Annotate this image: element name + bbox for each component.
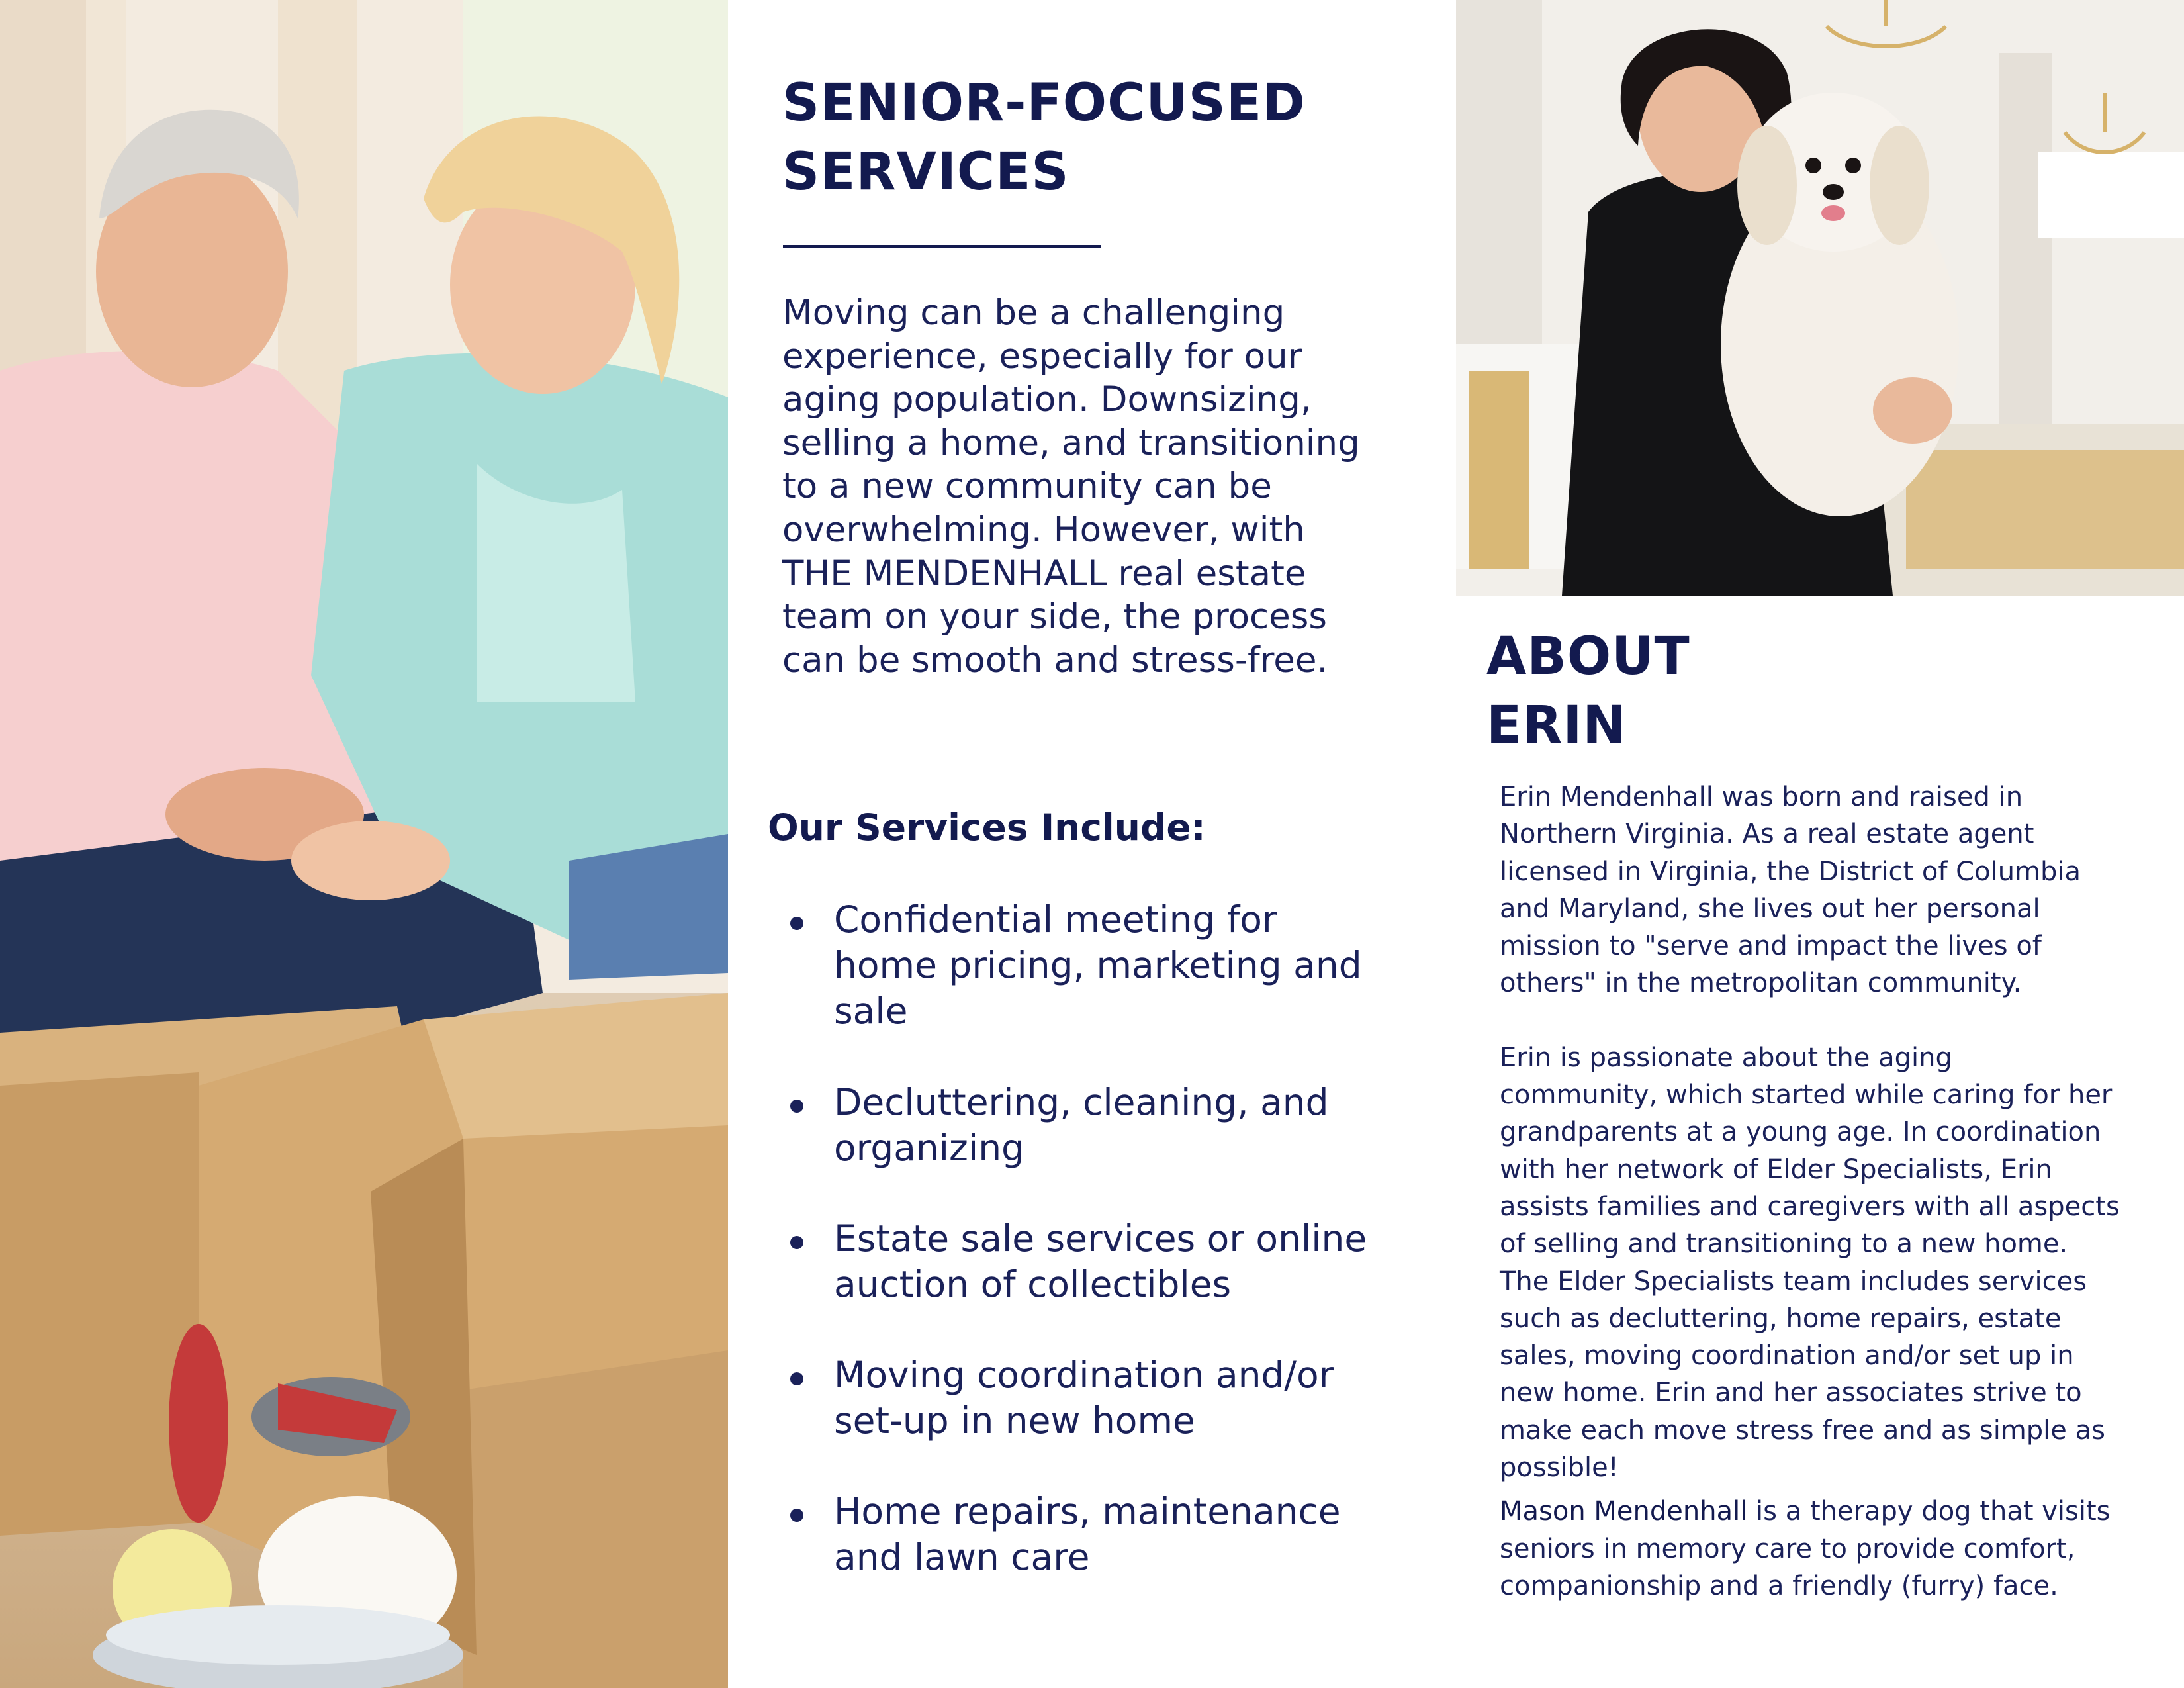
- passion-line: community, which started while caring for her: [1500, 1080, 2113, 1111]
- bullet-icon: [790, 1509, 803, 1522]
- passion-line: sales, moving coordination and/or set up in: [1500, 1340, 2074, 1372]
- service-item: [782, 1352, 1451, 1489]
- about-title-line2: ERIN: [1486, 696, 1627, 755]
- erin-with-dog-photo: [1456, 0, 2184, 596]
- erin-with-dog-illustration: [1456, 0, 2184, 596]
- about-paragraph-bio: [1500, 778, 2161, 1002]
- about-erin-body: [1500, 778, 2161, 1642]
- bullet-icon: [790, 917, 803, 930]
- service-line: set-up in new home: [834, 1399, 1195, 1442]
- service-line: Decluttering, cleaning, and: [834, 1081, 1329, 1123]
- bullet-icon: [790, 1372, 803, 1385]
- couple-moving-illustration: [0, 0, 728, 1688]
- senior-services-title-line1: SENIOR-FOCUSED: [782, 73, 1306, 133]
- service-item: [782, 897, 1451, 1080]
- about-paragraph-mason: [1500, 1493, 2161, 1605]
- intro-line: team on your side, the process: [782, 596, 1328, 637]
- service-line: sale: [834, 990, 908, 1032]
- service-line: organizing: [834, 1127, 1024, 1169]
- bio-line: mission to "serve and impact the lives of: [1500, 931, 2042, 962]
- intro-line: selling a home, and transitioning: [782, 422, 1360, 463]
- senior-services-intro: [782, 291, 1444, 682]
- service-line: Moving coordination and/or: [834, 1354, 1334, 1396]
- service-line: Home repairs, maintenance: [834, 1490, 1341, 1532]
- intro-line: THE MENDENHALL real estate: [782, 553, 1306, 594]
- passion-line: assists families and caregivers with all aspects: [1500, 1191, 2120, 1222]
- intro-line: overwhelming. However, with: [782, 509, 1305, 550]
- service-item: [782, 1216, 1451, 1352]
- mason-line: seniors in memory care to provide comfort,: [1500, 1533, 2075, 1564]
- intro-line: aging population. Downsizing,: [782, 379, 1312, 420]
- mason-line: is a therapy dog that visits: [1747, 1496, 2111, 1527]
- intro-line: Moving can be a challenging: [782, 293, 1285, 333]
- about-paragraph-passion: [1500, 1039, 2161, 1487]
- service-line: home pricing, marketing and: [834, 944, 1362, 986]
- services-heading: Our Services Include:: [768, 806, 1206, 849]
- passion-line: Erin is passionate about the aging: [1500, 1042, 1952, 1073]
- passion-line: with her network of Elder Specialists, Erin: [1500, 1154, 2052, 1185]
- bio-line: Erin Mendenhall was born and raised in: [1500, 782, 2023, 812]
- service-item: [782, 1080, 1451, 1216]
- passion-line: make each move stress free and as simple as: [1500, 1415, 2105, 1446]
- mason-name: Mason Mendenhall: [1500, 1496, 1748, 1527]
- senior-services-title: [782, 69, 1378, 207]
- title-divider: [783, 245, 1101, 248]
- about-erin-title: [1486, 622, 1884, 760]
- service-item: [782, 1489, 1451, 1580]
- intro-line: experience, especially for our: [782, 336, 1302, 377]
- passion-line: of selling and transitioning to a new home.: [1500, 1229, 2068, 1260]
- intro-line: to a new community can be: [782, 466, 1272, 507]
- bio-line: and Maryland, she lives out her personal: [1500, 893, 2040, 924]
- passion-line: grandparents at a young age. In coordination: [1500, 1117, 2101, 1148]
- bio-line: Northern Virginia. As a real estate agent: [1500, 819, 2034, 850]
- service-line: Confidential meeting for: [834, 898, 1277, 941]
- senior-services-title-line2: SERVICES: [782, 142, 1069, 202]
- bullet-icon: [790, 1100, 803, 1113]
- bio-line: others" in the metropolitan community.: [1500, 968, 2022, 999]
- passion-line: possible!: [1500, 1452, 1619, 1483]
- passion-line: such as decluttering, home repairs, estate: [1500, 1303, 2062, 1334]
- service-line: Estate sale services or online: [834, 1217, 1367, 1260]
- bio-line: licensed in Virginia, the District of Columbia: [1500, 856, 2081, 887]
- about-title-line1: ABOUT: [1486, 627, 1690, 686]
- bullet-icon: [790, 1236, 803, 1249]
- mason-line: companionship and a friendly (furry) face.: [1500, 1570, 2058, 1601]
- passion-line: The Elder Specialists team includes services: [1500, 1266, 2087, 1297]
- senior-services-column: [728, 0, 1456, 1688]
- intro-line: can be smooth and stress-free.: [782, 639, 1328, 680]
- service-line: and lawn care: [834, 1536, 1090, 1578]
- services-list: [782, 897, 1451, 1580]
- service-line: auction of collectibles: [834, 1263, 1232, 1305]
- passion-line: new home. Erin and her associates strive to: [1500, 1378, 2082, 1409]
- couple-moving-photo: [0, 0, 728, 1688]
